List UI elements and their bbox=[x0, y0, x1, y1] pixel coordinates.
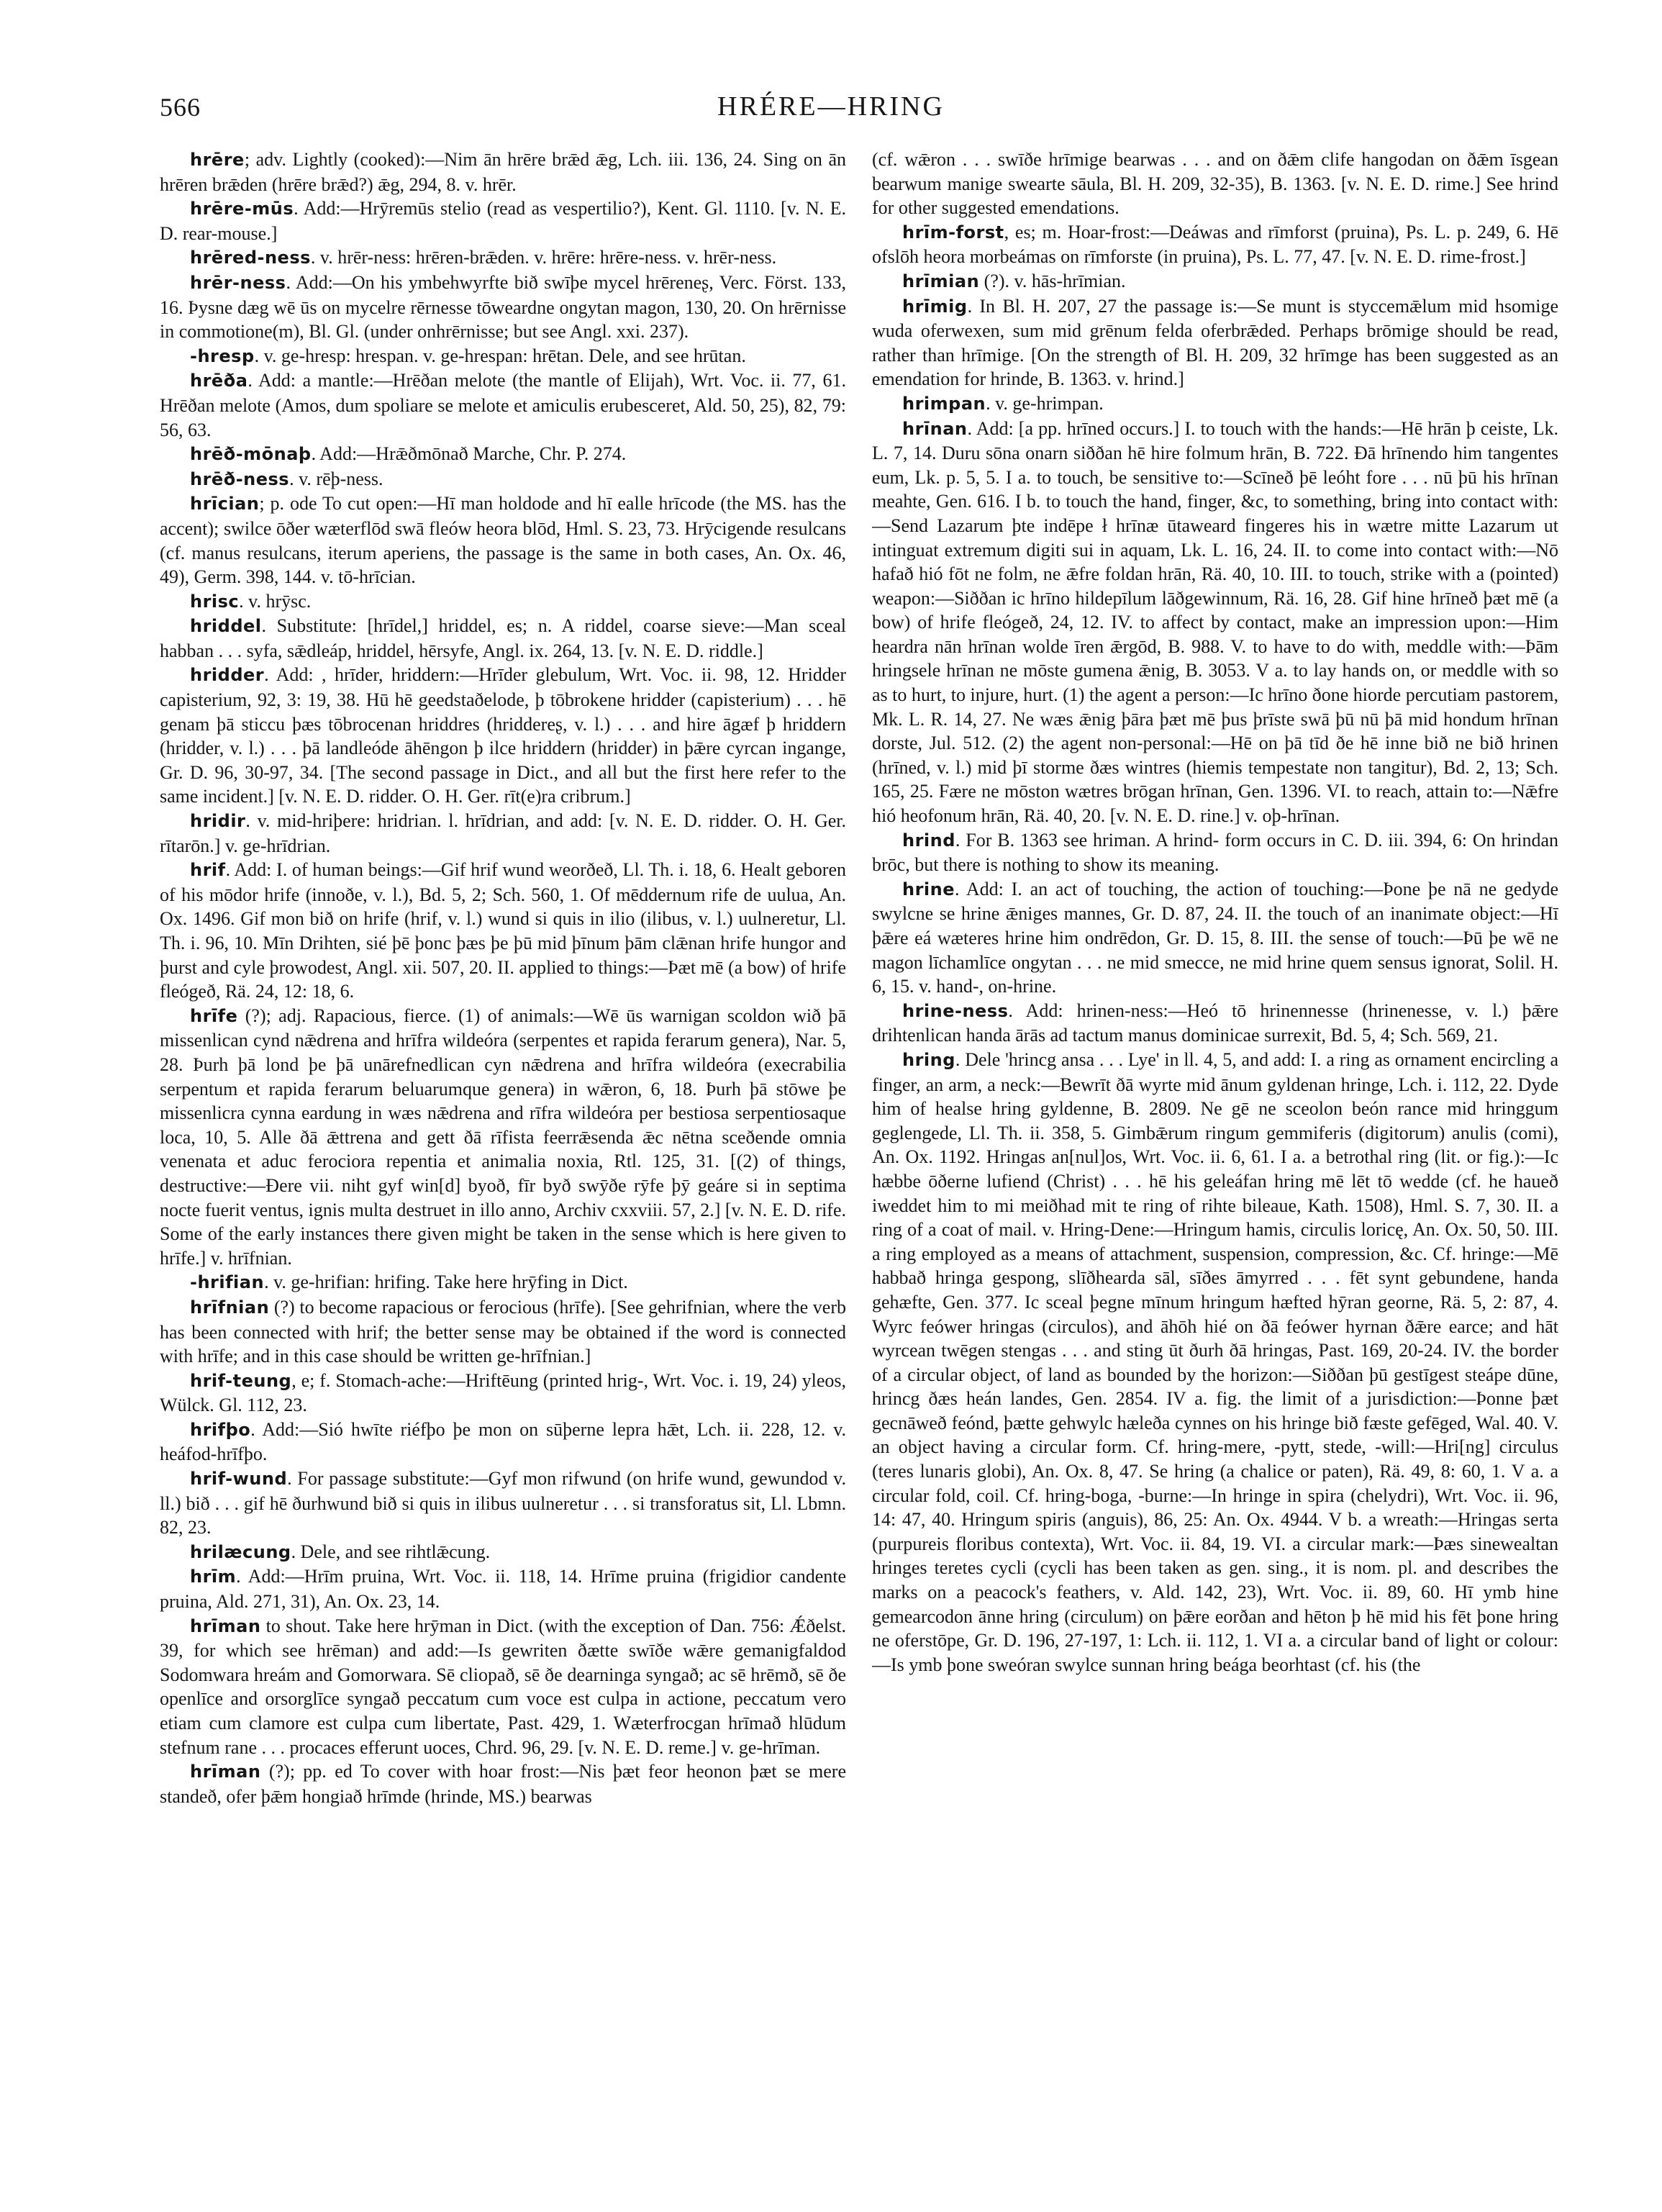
dictionary-entry bbox=[160, 858, 846, 1004]
dictionary-entry bbox=[160, 1418, 846, 1467]
entry-headword: hrine bbox=[902, 879, 955, 899]
dictionary-entry bbox=[160, 467, 846, 492]
entry-headword: hrif-wund bbox=[190, 1469, 288, 1490]
entry-text: (?). v. hās-hrīmian. bbox=[979, 270, 1126, 291]
entry-text: . For passage substitute:—Gyf mon rifwund (on hrife wund, gewundod v. ll.) bið . . . gif hē ðurhwund bið si quis in ilibus uulneretur . . . si transforatus sit, Ll. Lbmn. 82, 23. bbox=[160, 1468, 846, 1538]
entry-text: . v. ge-hrimpan. bbox=[986, 392, 1104, 414]
dictionary-entry bbox=[160, 491, 846, 589]
entry-headword: hrēð-mōnaþ bbox=[190, 444, 312, 465]
dictionary-entry bbox=[160, 614, 846, 663]
entry-headword: hrimpan bbox=[902, 393, 986, 414]
entry-headword: hrine-ness bbox=[902, 1000, 1009, 1021]
running-head: HRÉRE—HRING bbox=[717, 91, 945, 122]
dictionary-entry bbox=[160, 1004, 846, 1271]
entry-text: to shout. Take here hrȳman in Dict. (with the exception of Dan. 756: Ǽðelst. 39, for which see hrēman) and add:—Is gewriten ðætte swīðe wǣre gemanigfaldod Sodomwara hreám and Gomorwara. Sē cliopað, sē ðe dearninga syngað; ac sē hrēmð, sē ðe openlīce and orsorglīce syngað peccatum cum voce est culpa in actione, peccatum vero etiam cum clamore est culpa cum libertate, Past. 429, 1. Wæterfrocgan hrīmað hlūdum stefnum rane . . . procaces efferunt uoces, Chrd. 96, 29. [v. N. E. D. reme.] v. ge-hrīman. bbox=[160, 1615, 846, 1758]
entry-headword: hrisc bbox=[190, 591, 240, 612]
dictionary-entry bbox=[872, 877, 1558, 999]
entry-text: . Add: [a pp. hrīned occurs.] I. to touch with the hands:—Hē hrān þ ceiste, Lk. L. 7, 14. Duru sōna onarn siððan hē hire folmum hrān, B. 722. Ðā hrīnendo him tangentes eum, Lk. p. 5, 5. I a. to touch, be sensitive to:—Scīneð þē leóht fore . . . nū þū his hrīnan meahte, Gen. 616. I b. to touch the hand, finger, &c, to something, bring into contact with:—Send Lazarum þte indēpe ł hrīnæ ūtaweard fingeres his in wætre mitte Lazarum ut intinguat extremum digiti sui in aquam, Lk. L. 16, 24. II. to come into contact with:—Nō hafað hió fōt ne folm, ne ǣfre foldan hrān, Rä. 40, 10. III. to touch, strike with a (pointed) weapon:—Siððan ic hrīno hildepīlum lāðgewinnum, Rä. 16, 28. Gif hine hrīneð þæt mē (a bow) of hrife fleógeð, 24, 12. IV. to affect by contact, make an impression upon:—Him heardra nān hrīnan wolde īren ǣrgōd, B. 988. V. to have to do with, meddle with:—Þām hringsele hrīnan ne mōste gumena ǣnig, B. 3053. V a. to lay hands on, or meddle with so as to hurt, to injure, hurt. (1) the agent a person:—Ic hrīno ðone hiorde percutiam pastorem, Mk. L. R. 14, 27. Ne wæs ǣnig þāra þæt mē þus þrīste swā þū nū þā mid hondum hrīnan dorste, Jul. 512. (2) the agent non-personal:—Hē on þā tīd ðe hē inne bið ne bið hrinen (hrīned, v. l.) mid þī storme ðæs wintres (hiemis tempestate non tangitur), Bd. 2, 13; Sch. 165, 25. Fære ne mōston wætres brōgan hrīnan, Gen. 1396. VI. to reach, attain to:—Nǣfre hió heofonum hrān, Rä. 40, 20. [v. N. E. D. rine.] v. oþ-hrīnan. bbox=[872, 417, 1558, 827]
entry-headword: hring bbox=[902, 1049, 955, 1070]
dictionary-entry bbox=[160, 589, 846, 615]
entry-headword: hrīm-forst bbox=[902, 222, 1004, 242]
dictionary-entry bbox=[872, 999, 1558, 1048]
entry-text: . v. rēþ-ness. bbox=[289, 468, 383, 489]
entry-text: . Add:—Hrȳremūs stelio (read as vespertilio?), Kent. Gl. 1110. [v. N. E. D. rear-mouse.] bbox=[160, 198, 846, 244]
entry-text: . For B. 1363 see hriman. A hrind- form occurs in C. D. iii. 394, 6: On hrindan brōc, but there is nothing to show its meaning. bbox=[872, 829, 1558, 876]
entry-text: . v. hrēr-ness: hrēren-brǣden. v. hrēre: hrēre-ness. v. hrēr-ness. bbox=[310, 247, 777, 268]
dictionary-entry bbox=[160, 196, 846, 245]
entry-text: . Add:—Sió hwīte riéfþo þe mon on sūþerne lepra hǣt, Lch. ii. 228, 12. v. heáfod-hrīfþo. bbox=[160, 1418, 846, 1465]
dictionary-entry bbox=[872, 1048, 1558, 1677]
entry-text: (?); adj. Rapacious, fierce. (1) of animals:—Wē ūs warnigan scoldon wið þā missenlican cynd nǣdrena and hrīfra wildeóra (serpentes et rapida ferarum genera), Nar. 5, 28. Þurh þā lond þe þā unārefnedlican cyn nǣdrena and hrīfra wildeóra (execrabilia serpentum et rapida ferarum beluarumque genera) in wǣron, 6, 18. Þurh þā stōwe þe missenlicra cynna eardung in wæs nǣdrena and rīfra wildeóra per bestiosa serpentiosaque loca, 10, 5. Alle ðā ǣttrena and gett ðā rīfista feerrǣsenda ǣc nētna sceðende omnia venenata et aduc ferociora repentia et animalia noxia, Rtl. 125, 31. [(2) of things, destructive:—Ðere vii. niht gyf win[d] byoð, fīr byð swȳðe rȳfe þȳ geáre si in septima nocte fuerit ventus, ignis multa destruet in illo anno, Archiv cxxviii. 57, 2.] [v. N. E. D. rife. Some of the early instances there given might be taken in the sense which is here given to hrīfe.] v. hrīfnian. bbox=[160, 1005, 846, 1269]
entry-text: , e; f. Stomach-ache:—Hriftēung (printed hrig-, Wrt. Voc. i. 19, 24) yleos, Wülck. Gl. 112, 23. bbox=[160, 1369, 846, 1416]
entry-text: (?) to become rapacious or ferocious (hrīfe). [See gehrifnian, where the verb has been connected with hrif; the better sense may be obtained if the word is connected with hrīfe; and in this case should be written ge-hrīfnian.] bbox=[160, 1296, 846, 1367]
dictionary-entry bbox=[160, 1295, 846, 1369]
entry-text: . Add: a mantle:—Hrēðan melote (the mantle of Elijah), Wrt. Voc. ii. 77, 61. Hrēðan melote (Amos, dum spoliare se melote et amiculis erubesceret, Ald. 50, 25), 82, 79: 56, 63. bbox=[160, 370, 846, 440]
dictionary-entry bbox=[160, 368, 846, 442]
dictionary-entry bbox=[160, 245, 846, 271]
dictionary-entry bbox=[872, 828, 1558, 877]
entry-headword: hrēre-mūs bbox=[190, 199, 294, 219]
dictionary-entry bbox=[160, 1540, 846, 1565]
right-column bbox=[872, 148, 1558, 2162]
entry-text: . Add:—Hrǣðmōnað Marche, Chr. P. 274. bbox=[311, 443, 627, 465]
entry-text: . Add: I. of human beings:—Gif hrif wund weorðeð, Ll. Th. i. 18, 6. Healt geboren of his mōdor hrife (innoðe, v. l.), Bd. 5, 2; Sch. 560, 1. Of mēddernum rife de uulua, An. Ox. 1496. Gif mon bið on hrife (hrif, v. l.) wund si quis in ilio (ilibus, v. l.) uulneretur, Ll. Th. i. 96, 10. Mīn Drihten, sié þē þonc þæs þe þū mid þīnum þām clǣnan hrife hungor and þurst and cyle þrowodest, Angl. xii. 507, 20. II. applied to things:—Þæt mē (a bow) of hrife fleógeð, Rä. 24, 12: 18, 6. bbox=[160, 859, 846, 1002]
dictionary-entry bbox=[160, 663, 846, 809]
dictionary-entry bbox=[872, 269, 1558, 294]
dictionary-entry bbox=[160, 442, 846, 467]
entry-headword: hrīcian bbox=[190, 494, 260, 515]
entry-headword: hrēre bbox=[190, 150, 245, 170]
dictionary-entry bbox=[160, 1759, 846, 1808]
dictionary-entry bbox=[160, 271, 846, 344]
entry-text: , es; m. Hoar-frost:—Deáwas and rīmforst (pruina), Ps. L. p. 249, 6. Hē ofslōh heora morbeámas on rīmforste (in pruina), Ps. L. 77, 47. [v. N. E. D. rime-frost.] bbox=[872, 221, 1558, 268]
entry-text: . Add: , hrīder, hriddern:—Hrīder glebulum, Wrt. Voc. ii. 98, 12. Hridder capisterium, 92, 3: 19, 38. Hū hē geedstaðelode, þ tōbrokene hridder (capisterium) . . . hē genam þā sticcu þæs tōbrocenan hriddres (hriddereʂ, v. l.) . . . and hire āgæf þ hriddern (hridder, v. l.) . . . þā landleóde āhēngon þ ilce hriddern (hridder) in þǣre cyrcan ingange, Gr. D. 96, 30-97, 34. [The second passage in Dict., and all but the first here refer to the same incident.] [v. N. E. D. ridder. O. H. Ger. rīt(e)ra cribrum.] bbox=[160, 664, 846, 807]
entry-headword: hridir bbox=[190, 811, 246, 832]
dictionary-entry bbox=[160, 148, 846, 196]
entry-headword: hrīman bbox=[190, 1615, 261, 1636]
dictionary-entry bbox=[160, 809, 846, 858]
entry-headword: hrēr-ness bbox=[190, 272, 286, 293]
entry-headword: hrīmig bbox=[902, 296, 968, 317]
entry-text: ; p. ode To cut open:—Hī man holdode and hī ealle hrīcode (the MS. has the accent); swilce ōðer wæterflōd swā fleów heora blōd, Hml. S. 23, 73. Hrȳcigende resulcans (cf. manus resulcans, iterum aperiens, the passage is the same in both cases, An. Ox. 46, 49), Germ. 398, 144. v. tō-hrīcian. bbox=[160, 493, 846, 588]
dictionary-entry bbox=[872, 391, 1558, 417]
dictionary-entry bbox=[160, 1270, 846, 1295]
entry-text: . v. mid-hriþere: hridrian. l. hrīdrian, and add: [v. N. E. D. ridder. O. H. Ger. rītarōn.] v. ge-hrīdrian. bbox=[160, 810, 846, 856]
dictionary-entry bbox=[160, 344, 846, 369]
dictionary-entry bbox=[160, 1467, 846, 1540]
entry-headword: hrif-teung bbox=[190, 1370, 292, 1391]
entry-headword: hrifþo bbox=[190, 1419, 251, 1440]
entry-headword: hrif bbox=[190, 860, 226, 881]
dictionary-entry bbox=[872, 148, 1558, 220]
entry-text: . v. ge-hrifian: hrifing. Take here hrȳfing in Dict. bbox=[264, 1272, 628, 1293]
entry-text: . v. hrȳsc. bbox=[239, 590, 312, 612]
entry-text: . In Bl. H. 207, 27 the passage is:—Se munt is styccemǣlum mid hsomige wuda oferwexen, sum mid grēnum felda oferbrǣded. Perhaps brōmige should be read, rather than hrīmige. [On the strength of Bl. H. 209, 32 hrīmge has been suggested as an emendation for hrinde, B. 1363. v. hrind.] bbox=[872, 295, 1558, 390]
entry-headword: hrīman bbox=[190, 1762, 261, 1782]
entry-headword: hrīmian bbox=[902, 271, 980, 291]
dictionary-entry bbox=[160, 1369, 846, 1418]
dictionary-entry bbox=[872, 294, 1558, 391]
entry-headword: hrīm bbox=[190, 1567, 237, 1587]
entry-text: ; adv. Lightly (cooked):—Nim ān hrēre brǣd ǣg, Lch. iii. 136, 24. Sing on ān hrēren brǣden (hrēre brǣd?) ǣg, 294, 8. v. hrēr. bbox=[160, 149, 846, 195]
dictionary-entry bbox=[872, 220, 1558, 269]
entry-headword: hrēða bbox=[190, 371, 248, 391]
dictionary-entry bbox=[160, 1564, 846, 1613]
entry-headword: hrind bbox=[902, 830, 955, 851]
entry-text: . Substitute: [hrīdel,] hriddel, es; n. A riddel, coarse sieve:—Man sceal habban . . . syfa, sǣdleáp, hriddel, hērsyfe, Angl. ix. 264, 13. [v. N. E. D. riddle.] bbox=[160, 615, 846, 661]
entry-text: . v. ge-hresp: hrespan. v. ge-hrespan: hrētan. Dele, and see hrūtan. bbox=[254, 345, 746, 366]
entry-headword: -hrifian bbox=[190, 1272, 265, 1293]
entry-headword: hrēred-ness bbox=[190, 248, 311, 268]
entry-headword: hrīfe bbox=[190, 1005, 238, 1026]
left-column bbox=[160, 148, 846, 2162]
page-number: 566 bbox=[160, 93, 201, 122]
dictionary-entry bbox=[160, 1614, 846, 1760]
entry-headword: hrilæcung bbox=[190, 1541, 291, 1562]
entry-text: . Add: hrinen-ness:—Heó tō hrinennesse (hrinenesse, v. l.) þǣre drihtenlican handa ārās ad tactum manus dominicae surrexit, Bd. 5, 4; Sch. 569, 21. bbox=[872, 1000, 1558, 1046]
entry-text: . Dele, and see rihtlǣcung. bbox=[291, 1541, 491, 1562]
entry-text: (cf. wǣron . . . swīðe hrīmige bearwas . . . and on ðǣm clife hangodan on ðǣm īsgean bearwum manige swearte sāula, Bl. H. 209, 32-35), B. 1363. [v. N. E. D. rime.] See hrind for other suggested emendations. bbox=[872, 149, 1558, 219]
entry-text: . Add:—On his ymbehwyrfte bið swīþe mycel hrēreneʂ, Verc. Först. 133, 16. Þysne dæg wē ūs on mycelre rērnesse tōweardne ongytan magon, 130, 20. On hrērnisse in commotione(m), Bl. Gl. (under onhrērnisse; but see Angl. xxi. 237). bbox=[160, 271, 846, 343]
entry-text: . Add: I. an act of touching, the action of touching:—Þone þe nā ne gedyde swylcne se hrine ǣniges mannes, Gr. D. 87, 24. II. the touch of an inanimate object:—Hī þǣre eá wæteres hrine him ondrēdon, Gr. D. 15, 8. III. the sense of touch:—Þū þe wē ne magon līchamlīce ongytan . . . ne mid smecce, ne mid hrine quem sensus ignorat, Solil. H. 6, 15. v. hand-, on-hrine. bbox=[872, 878, 1558, 997]
entry-headword: -hresp bbox=[190, 345, 255, 366]
entry-headword: hrīnan bbox=[902, 418, 968, 439]
entry-text: . Add:—Hrīm pruina, Wrt. Voc. ii. 118, 14. Hrīme pruina (frigidior candente pruina, Ald. 271, 31), An. Ox. 23, 14. bbox=[160, 1566, 846, 1613]
entry-headword: hriddel bbox=[190, 616, 262, 637]
entry-headword: hridder bbox=[190, 665, 265, 686]
entry-headword: hrēð-ness bbox=[190, 468, 290, 489]
dictionary-entry bbox=[872, 417, 1558, 828]
entry-text: . Dele 'hrincg ansa . . . Lye' in ll. 4, 5, and add: I. a ring as ornament encircling a finger, an arm, a neck:—Bewrīt ðā wyrte mid ānum gyldenan hringe, Lch. i. 112, 22. Dyde him of healse hring gyldenne, B. 2809. Ne gē ne sceolon beón rance mid hringgum geglengede, Ll. Th. ii. 358, 5. Gimbǣrum ringum gemmiferis (digitorum) anulis (comi), An. Ox. 1192. Hringas an[nul]os, Wrt. Voc. ii. 6, 61. I a. a betrothal ring (lit. or fig.):—Ic hæbbe ōðerne lufiend (Christ) . . . hē his geleáfan hring mē lēt tō wedde (cf. he haueð iweddet him to mi meiðhad mit te ring of rihte bileaue, Kath. 1508), Hml. S. 7, 30. II. a ring of a coat of mail. v. Hring-Dene:—Hringum hamis, circulis loricę, An. Ox. 50, 50. III. a ring employed as a means of attachment, suspension, compression, &c. Cf. hringe:—Mē habbað hringa gespong, slīðhearda sāl, sīðes āmyrred . . . fēt synt gebundene, handa gehæfte, Gen. 377. Ic sceal þegne mīnum hringum hæfted hȳran georne, Rä. 5, 2: 87, 4. Wyrc feówer hringas (circulos), and āhōh hié on ðā feówer hyrnan ðǣre earce; and hāt wyrcean twēgen stengas . . . and sting ūt ðurh ðā hringas, Past. 169, 20-24. IV. the border of a circular object, of land as bounded by the horizon:—Siððan þū gestīgest steápe dūne, hrincg ðæs heán landes, Gen. 2854. IV a. fig. the limit of a jurisdiction:—Þonne þæt gecnāweð feónd, þætte gehwylc hæleða cynnes on his hringe bið fæste gefēged, Wal. 40. V. an object having a circular form. Cf. hring-mere, -pytt, stede, -will:—Hri[ng] circulus (teres lunaris globi), An. Ox. 8, 47. Se hring (a chalice or paten), Rä. 49, 8: 60, 1. V a. a circular fold, coil. Cf. hring-boga, -burne:—In hringe in spira (chelydri), Wrt. Voc. ii. 96, 14: 47, 40. Hringum spiris (anguis), 86, 25: An. Ox. 4944. V b. a wreath:—Hringas serta (purpureis floribus contexta), Wrt. Voc. ii. 84, 19. VI. a circular mark:—Þæs sinewealtan hringes teretes cycli (cycli has been taken as gen. sing., it is nom. pl. and describes the marks on a peacock's feathers, v. Ald. 142, 23), Wrt. Voc. ii. 89, 60. Hī ymb hine gemearcodon ānne hring (circulum) on þǣre eorðan and hēton þ hē mid his fēt þone hring ne oferstōpe, Gr. D. 196, 27-197, 1: Lch. ii. 112, 1. VI a. a circular band of light or colour:—Is ymb þone sweóran swylce sunnan hring beága beorhtast (cf. his (the bbox=[872, 1048, 1558, 1675]
entry-text: (?); pp. ed To cover with hoar frost:—Nis þæt feor heonon þæt se mere standeð, ofer þǣm hongiað hrīmde (hrinde, MS.) bearwas bbox=[160, 1761, 846, 1807]
entry-headword: hrīfnian bbox=[190, 1297, 270, 1318]
